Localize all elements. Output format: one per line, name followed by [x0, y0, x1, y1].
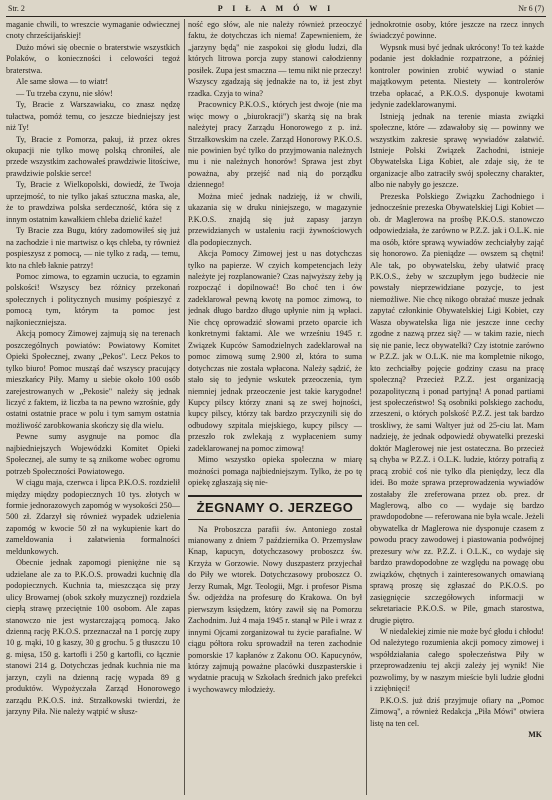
author-signature: MK	[528, 730, 542, 740]
column-divider	[366, 19, 367, 795]
paragraph: Ty, Bracie z Warszawiaku, co znasz nędzę tułactwa, pomóż temu, co jeszcze biedniejszy jest niż Ty!	[6, 100, 180, 133]
paragraph: Dużo mówi się obecnie o braterstwie wszystkich Polaków, o konieczności i celowości tegoż braterstwa.	[6, 42, 180, 75]
paragraph: Istnieją jednak na terenie miasta związki społeczne, które — zdawałoby się — powinny we wszystkim zakresie sprawę wywiadów załatwić. Istnieje Polski Związek Zachodni, istnieje Obywatelska Liga Kobiet, ale zdaje się, że te organizacje albo zatraciły swój społeczny charakter, albo nie nabyły go jeszcze.	[370, 111, 544, 190]
paragraph: maganie chwili, to wreszcie wymaganie odwiecznej cnoty chrześcijańskiej!	[6, 20, 180, 41]
paragraph: P.K.O.S. już dziś przyjmuje ofiary na „Pomoc Zimową", a również Redakcja „Piła Mówi" otwiera listę na ten cel.	[370, 695, 544, 728]
column-1	[6, 19, 180, 795]
paragraph: Akcja Pomocy Zimowej jest u nas dotychczas tylko na papierze. W czyich kompetencjach leży należyte jej rozplanowanie? Czas najwyższy żeby ją rozpocząć i dopilnować! Bo choć ten i ów zadeklarował pewną kwotę na pomoc zimową, to jednak długo bardzo długo upłynie nim ją wpłaci. Nie chcę oprowadzić słowami przeto oparcie ich konkretnymi faktami. Ale we wrześniu 1945 r. Związek Kupców Samodzielnych zadeklarował na pomoc zimową sumę 2.900 zł, która to suma dotychczas nie została wpłacona. Należy sądzić, że stało się to jedynie wskutek przeoczenia, tym niemniej jednak przeoczenie jest takie karygodne! Kupcy pilscy którzy znani są ze swej hojności, kupcy pilscy, którzy tak bardzo przyczynili się do odbudowy szpitala miejskiego, kupcy pilscy — przeszło rok zwlekają z wypłaceniem sumy zadeklarowanej na pomoc zimową!	[188, 249, 362, 453]
paragraph: Pewne sumy asygnuje na pomoc dla najbiedniejszych Wojewódzki Komitet Opieki Społecznej, ale sumy te są znikome wobec ogromu potrzeb Społeczności Powiatowego.	[6, 432, 180, 476]
paragraph: Można mieć jednak nadzieję, iż w chwili, ukazania się w druku niniejszego, w magazynie P.K.O.S. znajdą się już zapasy jarzyn przewidzianych w ustaleniu racji żywnościowych dla podopiecznych.	[188, 191, 362, 247]
paragraph: Na Proboszcza parafii św. Antoniego został mianowany z dniem 7 października O. Przemysław Knap, kapucyn, dotychczasowy proboszcz św. Krzyża w Gorzowie. Nowy duszpasterz przyjechał do Piły we wtorek. Dotychczasowy proboszcz O. Jerzy Rumak, Mgr. Teologii, Mgr. i profesor Pisma Św. odjeżdża na profesurę do Krakowa. On był pierwszym księdzem, który zawił się na Pomorzu Zachodnim. Już 4 maja 1945 r. stanął w Pile i wraz z innymi Ojcami zorganizował tu życie parafialne. W ciągu półtora roku sprowadził na teren zachodnie pomorskie 17 kapłanów z Zakonu OO. Kapucynów, którzy zajmują poważne placówki duszpasterskie i wydatnie pracują w Szkołach średnich jako prefekci i wychowawcy młodzieży.	[188, 524, 362, 694]
paragraph: Pracownicy P.K.O.S., których jest dwoje (nie ma więc mowy o „biurokracji") skarżą się na brak należytej pracy Zarządu Honorowego z p. inż. Strzałkowskim na czele. Zarząd Honorowy P.K.O.S. nie powinien być tylko do przyjmowania należnych mu i nie należnych honorów! Sprawa jest zbyt poważna, aby przejść nad nią do porządku dziennego!	[188, 100, 362, 190]
column-2	[188, 19, 362, 795]
issue-number: Nr 6 (7)	[518, 4, 544, 13]
column-divider	[184, 19, 185, 795]
paragraph: Mimo wszystko opieka społeczna w miarę możności pomaga najbiedniejszym. Tylko, że po tę opiekę zgłaszają się nie-	[188, 455, 362, 488]
paragraph: Prezeska Polskiego Związku Zachodniego i jednocześnie prezeska Obywatelskiej Ligi Kobiet — ob. dr Maglerowa na prośbę P.K.O.S. stanowczo odpowiedziała, że zarówno w P.Z.Z. jak i O.L.K. nie ma osób, które sprawą wywiadów zechciałyby zająć się honorowo. Za pieniądze — owszem są chętni! Ale tak, po obywatelsku, żeby ułatwić pracę P.K.O.S., żeby w szczupłym jego budżecie nie powstały nieprzewidziane pozycje, to jest niemożliwe. Nie chcę nikogo obrażać musze jednak zapytać członkinie Obywatelskiej Ligi Kobiet, czy Wasza obywatelska liga nie jeszcze inne cechy zgodne z nazwą przez się? — w takim razie, niech się nie panie, lecz obywatelki? Czy istotnie zarówno w P.Z.Z. jak w O.L.K. nie ma kompletnie nikogo, kto zechciałby pojęcie godziny czasu na pracę społeczną? Przecież P.Z.Z. jest organizacją pozapolityczną i ponad partyjną! A ponad partiami jest społeczeństwo! Są osobniki polskiego zachodu, zrzeszeni, o których polskość P.Z.Z. jest tak bardzo troskliwy, że sami Waltyer już od 25-ciu lat. Mam nadzieję, że jednak odpowiedź obywatelki prezeski doktór Maglerowej nie jest ostateczna. Bo przecież są chyba w P.Z.Z. i O.L.K. ludzie, którzy potrafią z pracą zrobić coś nie tylko dla pieniędzy, lecz dla idei. Bo może sprawa przeprowadzenia wywiadów zostałaby źle zreferowana przez ob. prez. dr Maglerową, albo co — wydaje się bardzo prawdopodobne — referowana nie była wcale. Jeżeli obywatelka dr Maglerowa nie dysponuje czasem z powodu pracy zawodowej i piastowania podwójnej prezesury w/w zz. P.Z.Z. i O.L.K., co wydaje się bardzo prawdopodobne ze względu na powagę obu związków, chętnych i zainteresowanych omawianą sprawą proszę się zgłaszać do P.K.O.S. po zasięgnięcie szczegółowych informacji w sekretariacie P.K.O.S. w Pile, gmach starostwa, drugie piętro.	[370, 191, 544, 625]
page-header	[6, 2, 546, 17]
paragraph: Obecnie jednak zapomogi pieniężne nie są udzielane ale za to P.K.O.S. prowadzi kuchnię dla podopiecznych. Kuchnia ta, mieszcząca się przy ulicy Browarnej (obok szkoły muzycznej) rozdziela ciepłą strawę przeciętnie 100 osobom. Ale zapas stanowczo nie jest wystarczającą pomocą. Jako dzienną rację P.K.O.S. przeznaczał na 1 porcję zupy 10 g. mąki, 10 g kaszy, 30 g grochu. 5 g tłuszczu 10 g. mięsa, 150 g. kartofli i 250 g kartofli, co łącznie stanowi 214 g. Dotychczas jednak kuchnia nie ma jarzyn, czyli na dzienną rację wypada 89 g produktów. Wypożyczała Zarząd Honorowego zarządu P.K.O.S. inż. Strzałkowski twierdzi, że jarzyny Piła. Nie należy wątpić w słusz-	[6, 558, 180, 717]
paragraph: jednokrotnie osoby, które jeszcze na rzecz innych świadczyć powinne.	[370, 20, 544, 41]
paragraph: Ty Bracie zza Bugu, który zadomowiłeś się już na zachodzie i nie martwisz o kęs chleba, ty również pospieszysz z pomocą, — nie tylko z radą, — temu, kto na chleb łaknie patrzy!	[6, 226, 180, 270]
paragraph: — Tu trzeba czynu, nie słów!	[16, 88, 113, 98]
column-3	[370, 19, 544, 795]
paragraph: Pomoc zimowa, to egzamin uczucia, to egzamin polskości! Wszyscy bez różnicy przekonań społecznych i politycznych musimy pośpieszyć z pomocą tym, którym ta pomoc jest najkonieczniejsza.	[6, 271, 180, 327]
article-headline: ŻEGNAMY O. JERZEGO	[188, 495, 362, 520]
paragraph: Ty, Bracie z Pomorza, pakuj, iż przez okres okupacji nie tylko mowę polską chroniłeś, ale przede wszystkim zachowałeś prawdziwie litościwe, prawdziwie polskie serce!	[6, 134, 180, 178]
masthead-title: P I Ł A M Ó W I	[217, 4, 335, 13]
paragraph: Akcją pomocy Zimowej zajmują się na terenach poszczególnych powiatów: Powiatowy Komitet Opieki Społecznej, zwany „Pekos". Lecz Pekos to tylko biuro! Pomoc musząś dać wszyscy pracujący mieszkańcy Piły. Mamy u siebie około 100 osób zarejestrowanych w „Pekosie" należy się jednak liczyć z faktem, iż liczba ta na pewno wzrośnie, gdy ostatni ostatnie prace w polu i tym samym ostatnia możliwość zarobkowania skończy się dla wielu.	[6, 329, 180, 430]
page-number: Str. 2	[8, 4, 25, 13]
paragraph: Ty, Bracie z Wielkopolski, dowiedź, że Twoja uprzejmość, to nie tylko jakaś sztuczna maska, ale, że to prawdziwa polska serdeczność, która się z innym ostatnim kawałkiem chleba dzielić każe!	[6, 180, 180, 224]
paragraph: Ale same słowa — to wiatr!	[16, 77, 109, 87]
paragraph: W niedalekiej zimie nie może być głodu i chłodu! Od należytego rozumienia akcji pomocy zimowej i współdziałania całego społeczeństwa Piły w przeprowadzeniu tej akcji zależy jej wynik! Nie pozwolimy, by w naszym mieście byli ludzie głodni i zziębnięci!	[370, 627, 544, 694]
paragraph: ność ego słów, ale nie należy również przeoczyć faktu, że dotychczas ich niema! Zapewnieniem, że „jarzyny będą" nie zaspokoi się głodu ludzi, dla których litrowa porcja zupy stanowi całodzienny posiłek. Zupa jest smaczna — temu nikt nie przeczy! Wszyscy zgadzają się jednakże na to, iż jest zbyt rzadka. Czyja to wina?	[188, 20, 362, 98]
paragraph: Wypsnk musi być jednak ukrócony! To też każde podanie jest dokładnie rozpatrzone, a później kontroler powinien zrobić wywiad o stanie majątkowym petenta. Niestety — kontrolerów trzeba opłacać, a P.K.O.S. dysponuje kwotami jedynie zadeklarowanymi.	[370, 42, 544, 110]
paragraph: W ciągu maja, czerwca i lipca P.K.O.S. rozdzielił między między podopiecznych 10 tys. złotych w formie jednorazowych zapomóg w wysokości 250—500 zł. Zdarzył się również wypadek udzielenia zapomóg w kwocie 50 zł na wykupienie kart do zameldowania i załatwienia formalności meldunkowych.	[6, 478, 180, 556]
